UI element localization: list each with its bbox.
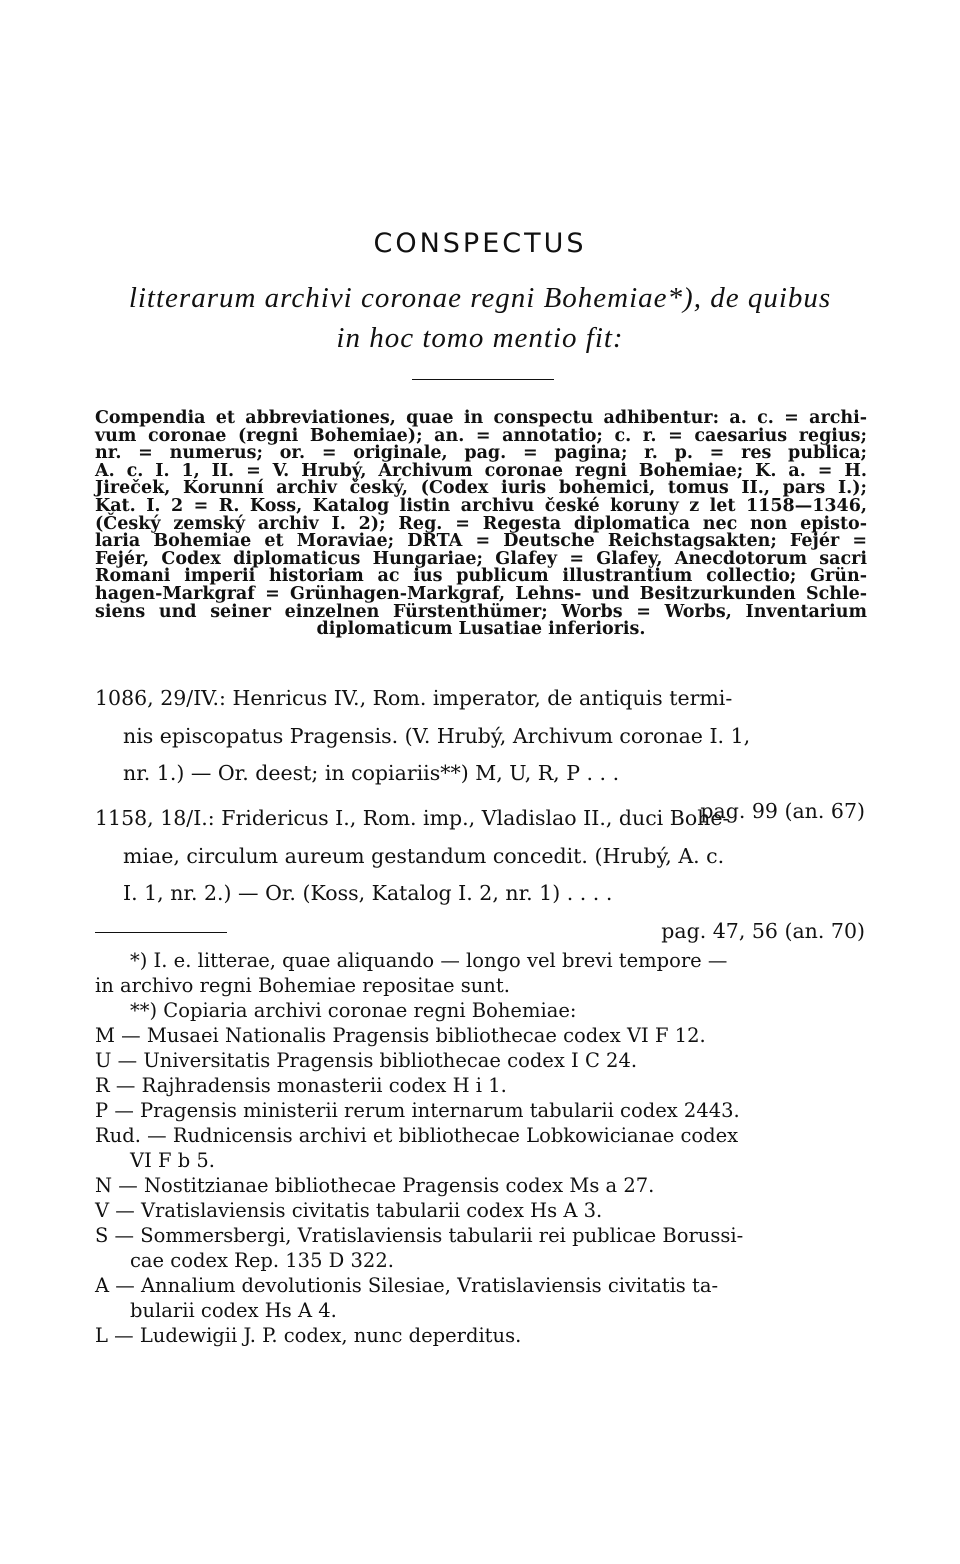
copiarium-line: VI F b 5.: [130, 1149, 215, 1172]
abbreviations-paragraph: [95, 410, 867, 639]
copiarium-line: Rud. — Rudnicensis archivi et bibliothecae Lobkowicianae codex: [95, 1124, 739, 1147]
copiarium-line: P — Pragensis ministerii rerum internarum tabularii codex 2443.: [95, 1099, 740, 1122]
abbreviations-line: (Český zemský archiv I. 2); Reg. = Regesta diplomatica nec non episto-: [95, 513, 867, 534]
copiarium-line: bularii codex Hs A 4.: [130, 1299, 337, 1322]
entry-line: 1158, 18/I.: Fridericus I., Rom. imp., Vladislao II., duci Bohe-: [95, 806, 730, 830]
abbreviations-line: nr. = numerus; or. = originale, pag. = pagina; r. p. = res publica;: [95, 443, 867, 464]
copiarium-line: L — Ludewigii J. P. codex, nunc deperditus.: [95, 1324, 522, 1347]
copiarium-line: N — Nostitzianae bibliothecae Pragensis codex Ms a 27.: [95, 1174, 655, 1197]
abbreviations-line: siens und seiner einzelnen Fürstenthümer; Worbs = Worbs, Inventarium: [95, 601, 867, 622]
copiarium-line: U — Universitatis Pragensis bibliothecae codex I C 24.: [95, 1049, 638, 1072]
abbreviations-line: Kat. I. 2 = R. Koss, Katalog listin archivu české koruny z let 1158—1346,: [95, 495, 867, 516]
entry-page-ref: pag. 99 (an. 67): [700, 798, 865, 823]
regest-entry-1158: [95, 800, 867, 950]
abbreviations-line: Romani imperii historiam ac ius publicum illustrantium collectio; Grün-: [95, 566, 867, 587]
copiarium-line: A — Annalium devolutionis Silesiae, Vratislaviensis civitatis ta-: [95, 1274, 719, 1297]
entry-page-ref: pag. 47, 56 (an. 70): [661, 918, 865, 943]
abbreviations-line: hagen-Markgraf = Grünhagen-Markgraf, Lehns- und Besitzurkunden Schle-: [95, 583, 867, 604]
copiarium-line: M — Musaei Nationalis Pragensis bibliothecae codex VI F 12.: [95, 1024, 706, 1047]
title-divider: [412, 379, 554, 380]
copiaria-list: [95, 1023, 867, 1348]
footnotes: [95, 948, 867, 1348]
abbreviations-line: Fejér, Codex diplomaticus Hungariae; Glafey = Glafey, Anecdotorum sacri: [95, 548, 867, 569]
subtitle-line-1: litterarum archivi coronae regni Bohemiae*), de quibus: [128, 282, 832, 314]
entry-line: I. 1, nr. 2.) — Or. (Koss, Katalog I. 2, nr. 1) . . . .: [123, 881, 613, 905]
copiarium-line: cae codex Rep. 135 D 322.: [130, 1249, 394, 1272]
abbreviations-line: Jireček, Korunní archiv český, (Codex iuris bohemici, tomus II., pars I.);: [95, 478, 867, 499]
footnote-2-intro: **) Copiaria archivi coronae regni Bohemiae:: [130, 999, 577, 1022]
page-title: CONSPECTUS: [373, 228, 587, 259]
footnote-1-line-2: in archivo regni Bohemiae repositae sunt.: [95, 974, 510, 997]
copiarium-line: S — Sommersbergi, Vratislaviensis tabularii rei publicae Borussi-: [95, 1224, 744, 1247]
abbreviations-last-line: diplomaticum Lusatiae inferioris.: [316, 619, 646, 640]
entry-line: 1086, 29/IV.: Henricus IV., Rom. imperator, de antiquis termi-: [95, 686, 733, 710]
entry-line: miae, circulum aureum gestandum concedit. (Hrubý, A. c.: [123, 843, 725, 868]
abbreviations-line: laria Bohemiae et Moraviae; DRTA = Deutsche Reichstagsakten; Fejér =: [95, 531, 867, 552]
abbreviations-line: A. c. I. 1, II. = V. Hrubý, Archivum coronae regni Bohemiae; K. a. = H.: [95, 460, 867, 481]
subtitle-line-2: in hoc tomo mentio fit:: [336, 322, 624, 354]
abbreviations-line: Compendia et abbreviationes, quae in conspectu adhibentur: a. c. = archi-: [95, 408, 867, 428]
footnote-1-line-1: *) I. e. litterae, quae aliquando — longo vel brevi tempore —: [130, 949, 728, 972]
footnote-divider: [95, 932, 227, 933]
entry-line: nis episcopatus Pragensis. (V. Hrubý, Archivum coronae I. 1,: [123, 723, 751, 748]
copiarium-line: R — Rajhradensis monasterii codex H i 1.: [95, 1074, 507, 1097]
abbreviations-line: vum coronae (regni Bohemiae); an. = annotatio; c. r. = caesarius regius;: [95, 425, 867, 446]
copiarium-line: V — Vratislaviensis civitatis tabularii codex Hs A 3.: [95, 1199, 603, 1222]
entry-line: nr. 1.) — Or. deest; in copiariis**) M, U, R, P . . .: [123, 761, 620, 785]
